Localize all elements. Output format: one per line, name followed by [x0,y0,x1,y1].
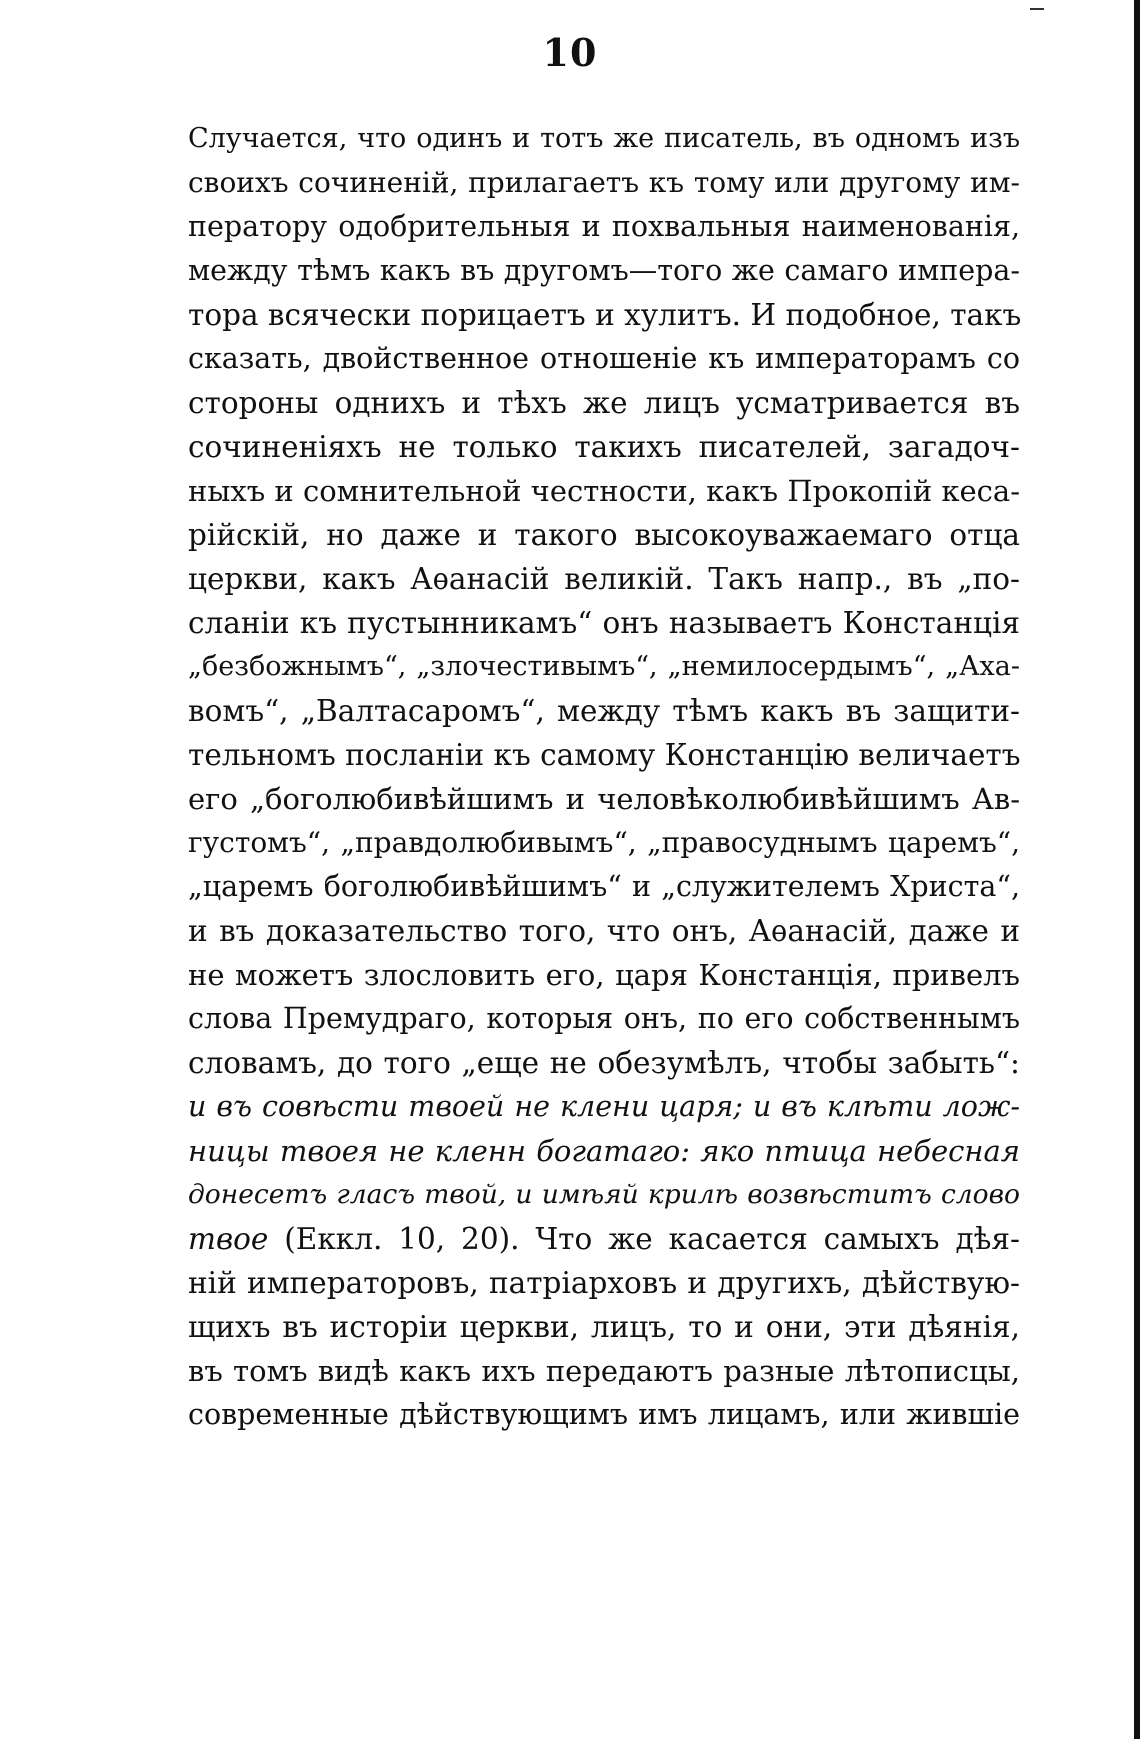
text-line: „царемъ боголюбивѣйшимъ“ и „служителемъ Христа“, [188,870,1020,903]
text-line: словамъ, до того „еще не обезумѣлъ, чтобы забыть“: [188,1046,1020,1080]
text-line: ній императоровъ, патріарховъ и другихъ, дѣйствую- [188,1266,1020,1300]
page-number: 10 [542,30,598,75]
quotation-line: и въ совѣсти твоей не клени царя; и въ клѣти лож- [188,1090,1020,1123]
text-line: въ томъ видѣ какъ ихъ передаютъ разные лѣтописцы, [188,1354,1020,1388]
text-line: слова Премудраго, которыя онъ, по его собственнымъ [188,1002,1020,1035]
text-line: стороны однихъ и тѣхъ же лицъ усматривается въ [188,386,1020,420]
quotation-line: донесетъ гласъ твой, и имѣяй крилѣ возвѣститъ слово [188,1179,1020,1210]
text-line: густомъ“, „правдолюбивымъ“, „правосуднымъ царемъ“, [188,826,1020,859]
text-line: и въ доказательство того, что онъ, Аѳанасій, даже и [188,914,1020,948]
text-line: Случается, что одинъ и тотъ же писатель, въ одномъ изъ [188,123,1020,154]
text-line: не можетъ злословить его, царя Констанція, привелъ [188,958,1020,992]
text-line: тора всячески порицаетъ и хулитъ. И подобное, такъ [188,298,1022,332]
reference-text: (Еккл. 10, 20). Что же касается самыхъ дѣя- [268,1222,1020,1256]
text-line: сланіи къ пустынникамъ“ онъ называетъ Констанція [188,606,1020,640]
text-line: своихъ сочиненій, прилагаетъ къ тому или другому им- [188,166,1020,199]
body-text [188,117,1020,1437]
scan-border [1134,0,1140,1739]
text-line: ныхъ и сомнительной честности, какъ Прокопій кеса- [188,474,1020,508]
text-line: его „боголюбивѣйшимъ и человѣколюбивѣйшимъ Ав- [188,782,1020,816]
text-line: рійскій, но даже и такого высокоуважаемаго отца [188,518,1020,552]
text-line: ператору одобрительныя и похвальныя наименованія, [188,210,1020,243]
text-line: „безбожнымъ“, „злочестивымъ“, „немилосердымъ“, „Аха- [188,651,1020,682]
text-line: щихъ въ исторіи церкви, лицъ, то и они, эти дѣянія, [188,1310,1020,1344]
mixed-line [188,1217,1020,1261]
text-line: сочиненіяхъ не только такихъ писателей, загадоч- [188,430,1020,464]
quotation-line: ницы твоея не кленн богатаго: яко птица небесная [188,1134,1020,1168]
text-line: между тѣмъ какъ въ другомъ—того же самаго импера- [188,254,1020,287]
text-line: вомъ“, „Валтасаромъ“, между тѣмъ какъ въ защити- [188,694,1020,728]
text-line: сказать, двойственное отношеніе къ императорамъ со [188,342,1020,375]
text-line: тельномъ посланіи къ самому Констанцію величаетъ [188,738,1021,772]
text-line: церкви, какъ Аѳанасій великій. Такъ напр., въ „по- [188,562,1020,596]
corner-mark [1030,8,1044,10]
text-line: современные дѣйствующимъ имъ лицамъ, или жившіе [188,1398,1020,1431]
quotation-end: твое [188,1222,269,1256]
